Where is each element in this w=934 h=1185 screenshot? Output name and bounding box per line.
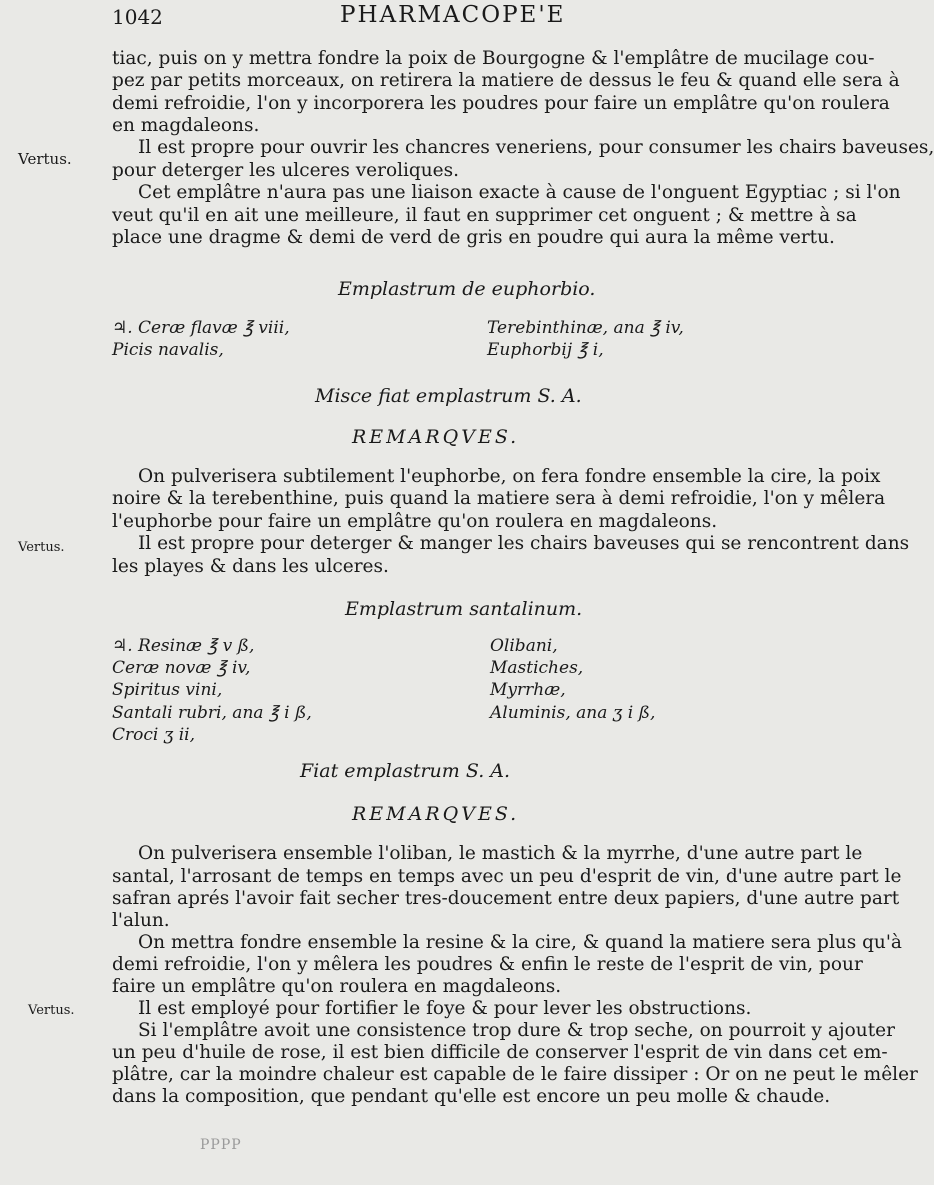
ingredient: Euphorbij ℥ i, [487, 340, 604, 360]
text-line: pez par petits morceaux, on retirera la matiere de dessus le feu & quand elle sera à [112, 70, 900, 91]
text-line: Si l'emplâtre avoit une consistence trop dure & trop seche, on pourroit y ajouter [138, 1020, 895, 1041]
text-line: l'alun. [112, 910, 170, 931]
text-line: dans la composition, que pendant qu'elle est encore un peu molle & chaude. [112, 1086, 831, 1107]
ingredient: Croci ʒ ii, [112, 725, 196, 745]
text-line: tiac, puis on y mettra fondre la poix de Bourgogne & l'emplâtre de mucilage cou- [112, 48, 875, 69]
text-line: Il est propre pour deterger & manger les chairs baveuses qui se rencontrent dans [138, 533, 910, 554]
text-line: On pulverisera ensemble l'oliban, le mastich & la myrrhe, d'une autre part le [138, 843, 863, 864]
ingredient: Aluminis, ana ʒ i ß, [490, 703, 656, 723]
text-line: faire un emplâtre qu'on roulera en magdaleons. [112, 976, 562, 997]
text-line: un peu d'huile de rose, il est bien difficile de conserver l'esprit de vin dans cet em- [112, 1042, 888, 1063]
text-line: l'euphorbe pour faire un emplâtre qu'on roulera en magdaleons. [112, 511, 718, 532]
text-line: veut qu'il en ait une meilleure, il faut en supprimer cet onguent ; & mettre à sa [112, 205, 857, 226]
ingredient: Terebinthinæ, ana ℥ iv, [487, 318, 684, 338]
text-line: noire & la terebenthine, puis quand la matiere sera à demi refroidie, l'on y mêlera [112, 488, 886, 509]
ingredient: Santali rubri, ana ℥ i ß, [112, 703, 312, 723]
text-line: safran aprés l'avoir fait secher tres-doucement entre deux papiers, d'une autre part [112, 888, 900, 909]
text-line: Il est employé pour fortifier le foye & pour lever les obstructions. [138, 998, 752, 1019]
margin-note-vertus: Vertus. [18, 540, 65, 555]
ingredient: Picis navalis, [112, 340, 224, 360]
recipe-footer: Misce fiat emplastrum S. A. [315, 385, 582, 407]
signature-mark: PPPP [200, 1137, 242, 1153]
ingredient: ♃. Ceræ flavæ ℥ viii, [112, 318, 290, 338]
margin-note-vertus: Vertus. [18, 150, 72, 168]
remarks-heading: REMARQVES. [352, 426, 520, 448]
text-line: Cet emplâtre n'aura pas une liaison exacte à cause de l'onguent Egyptiac ; si l'on [138, 182, 901, 203]
recipe-footer: Fiat emplastrum S. A. [300, 760, 511, 782]
text-line: les playes & dans les ulceres. [112, 556, 389, 577]
text-line: place une dragme & demi de verd de gris en poudre qui aura la même vertu. [112, 227, 835, 248]
text-line: demi refroidie, l'on y mêlera les poudres & enfin le reste de l'esprit de vin, pour [112, 954, 863, 975]
text-line: demi refroidie, l'on y incorporera les poudres pour faire un emplâtre qu'on roulera [112, 93, 890, 114]
text-line: On pulverisera subtilement l'euphorbe, on fera fondre ensemble la cire, la poix [138, 466, 881, 487]
ingredient: Ceræ novæ ℥ iv, [112, 658, 251, 678]
ingredient: Spiritus vini, [112, 680, 223, 700]
recipe-heading: Emplastrum santalinum. [345, 598, 583, 620]
text-line: On mettra fondre ensemble la resine & la cire, & quand la matiere sera plus qu'à [138, 932, 902, 953]
page-number: 1042 [112, 5, 163, 29]
text-line: en magdaleons. [112, 115, 260, 136]
remarks-heading: REMARQVES. [352, 803, 520, 825]
text-line: pour deterger les ulceres veroliques. [112, 160, 459, 181]
text-line: santal, l'arrosant de temps en temps avec un peu d'esprit de vin, d'une autre part le [112, 866, 902, 887]
text-line: plâtre, car la moindre chaleur est capable de le faire dissiper : Or on ne peut le mêler [112, 1064, 918, 1085]
text-line: Il est propre pour ouvrir les chancres veneriens, pour consumer les chairs baveuses, [138, 137, 934, 158]
ingredient: Mastiches, [490, 658, 584, 678]
recipe-heading: Emplastrum de euphorbio. [338, 278, 596, 300]
margin-note-vertus: Vertus. [28, 1003, 75, 1018]
running-title: PHARMACOPE'E [340, 2, 566, 28]
ingredient: ♃. Resinæ ℥ v ß, [112, 636, 255, 656]
ingredient: Myrrhæ, [490, 680, 566, 700]
ingredient: Olibani, [490, 636, 558, 656]
